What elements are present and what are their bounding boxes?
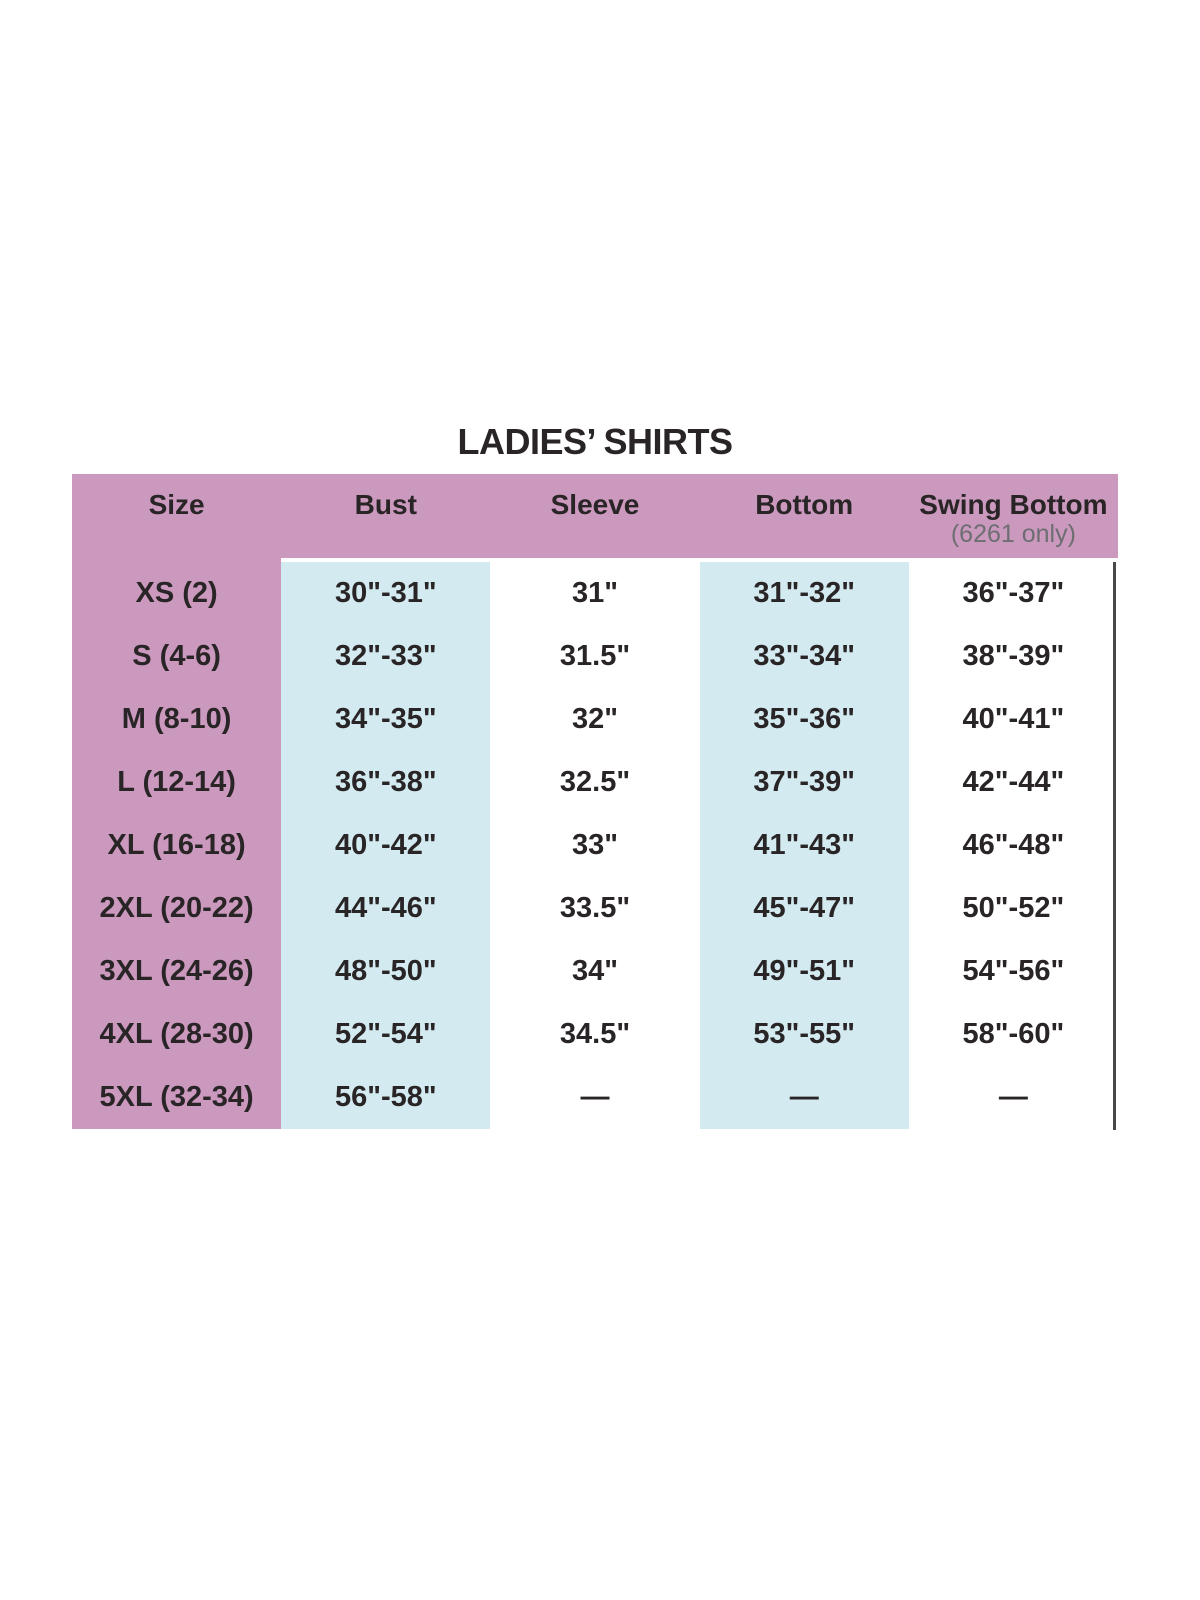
cell-swing-bottom: 54"-56" [962,955,1065,987]
size-column-background [72,558,281,562]
cell-size: L (12-14) [72,751,281,814]
cell-bust: 36"-38" [281,751,490,814]
column-header-bust [281,474,490,558]
table-row [72,1066,1118,1129]
cell-swing-bottom: 42"-44" [962,766,1065,798]
cell-bottom: 37"-39" [700,751,909,814]
cell-bottom: 41"-43" [700,814,909,877]
cell-sleeve: 33.5" [559,892,631,924]
table-row [72,814,1118,877]
table-row [72,1003,1118,1066]
cell-sleeve: 34.5" [559,1018,631,1050]
column-header-sleeve [490,474,699,558]
cell-bust: 44"-46" [281,877,490,940]
cell-size: 2XL (20-22) [72,877,281,940]
column-header-sublabel: (6261 only) [950,520,1076,548]
column-header-label: Swing Bottom [919,489,1108,520]
cell-sleeve: 32.5" [559,766,631,798]
table-row [72,562,1118,625]
cell-size: 4XL (28-30) [72,1003,281,1066]
column-header-label: Size [148,489,205,520]
cell-bottom: 45"-47" [700,877,909,940]
cell-swing-bottom: 38"-39" [962,640,1065,672]
cell-bust: 52"-54" [281,1003,490,1066]
table-row [72,751,1118,814]
chart-title: LADIES’ SHIRTS [457,421,733,462]
cell-bust: 56"-58" [281,1066,490,1129]
column-header-bottom [700,474,909,558]
column-header-swing-bottom [909,474,1118,558]
cell-size: 5XL (32-34) [72,1066,281,1129]
table-row [72,940,1118,1003]
table-header-row [72,474,1118,558]
cell-bust: 30"-31" [281,562,490,625]
cell-size: XS (2) [72,562,281,625]
cell-bust: 34"-35" [281,688,490,751]
cell-swing-bottom: — [998,1081,1028,1113]
cell-sleeve: — [580,1081,610,1113]
cell-swing-bottom: 40"-41" [962,703,1065,735]
cell-sleeve: 33" [571,829,618,861]
cell-bottom: 49"-51" [700,940,909,1003]
cell-bottom: 31"-32" [700,562,909,625]
table-row [72,688,1118,751]
cell-swing-bottom: 36"-37" [962,577,1065,609]
cell-swing-bottom: 46"-48" [962,829,1065,861]
cell-size: S (4-6) [72,625,281,688]
table-row [72,625,1118,688]
column-header-size [72,474,281,558]
cell-size: 3XL (24-26) [72,940,281,1003]
cell-bust: 40"-42" [281,814,490,877]
table-body [72,562,1118,1129]
size-chart-table [72,474,1118,1129]
cell-bottom: 53"-55" [700,1003,909,1066]
cell-size: XL (16-18) [72,814,281,877]
cell-bottom: 35"-36" [700,688,909,751]
table-right-edge-divider [1113,562,1116,1130]
cell-sleeve: 31" [571,577,618,609]
cell-sleeve: 34" [571,955,618,987]
cell-swing-bottom: 50"-52" [962,892,1065,924]
table-row [72,877,1118,940]
column-header-label: Sleeve [550,489,640,520]
column-header-label: Bust [354,489,417,520]
cell-bottom: 33"-34" [700,625,909,688]
cell-bust: 32"-33" [281,625,490,688]
cell-swing-bottom: 58"-60" [962,1018,1065,1050]
cell-sleeve: 32" [571,703,618,735]
column-header-label: Bottom [755,489,854,520]
cell-bust: 48"-50" [281,940,490,1003]
cell-bottom: — [700,1066,909,1129]
cell-sleeve: 31.5" [559,640,631,672]
cell-size: M (8-10) [72,688,281,751]
